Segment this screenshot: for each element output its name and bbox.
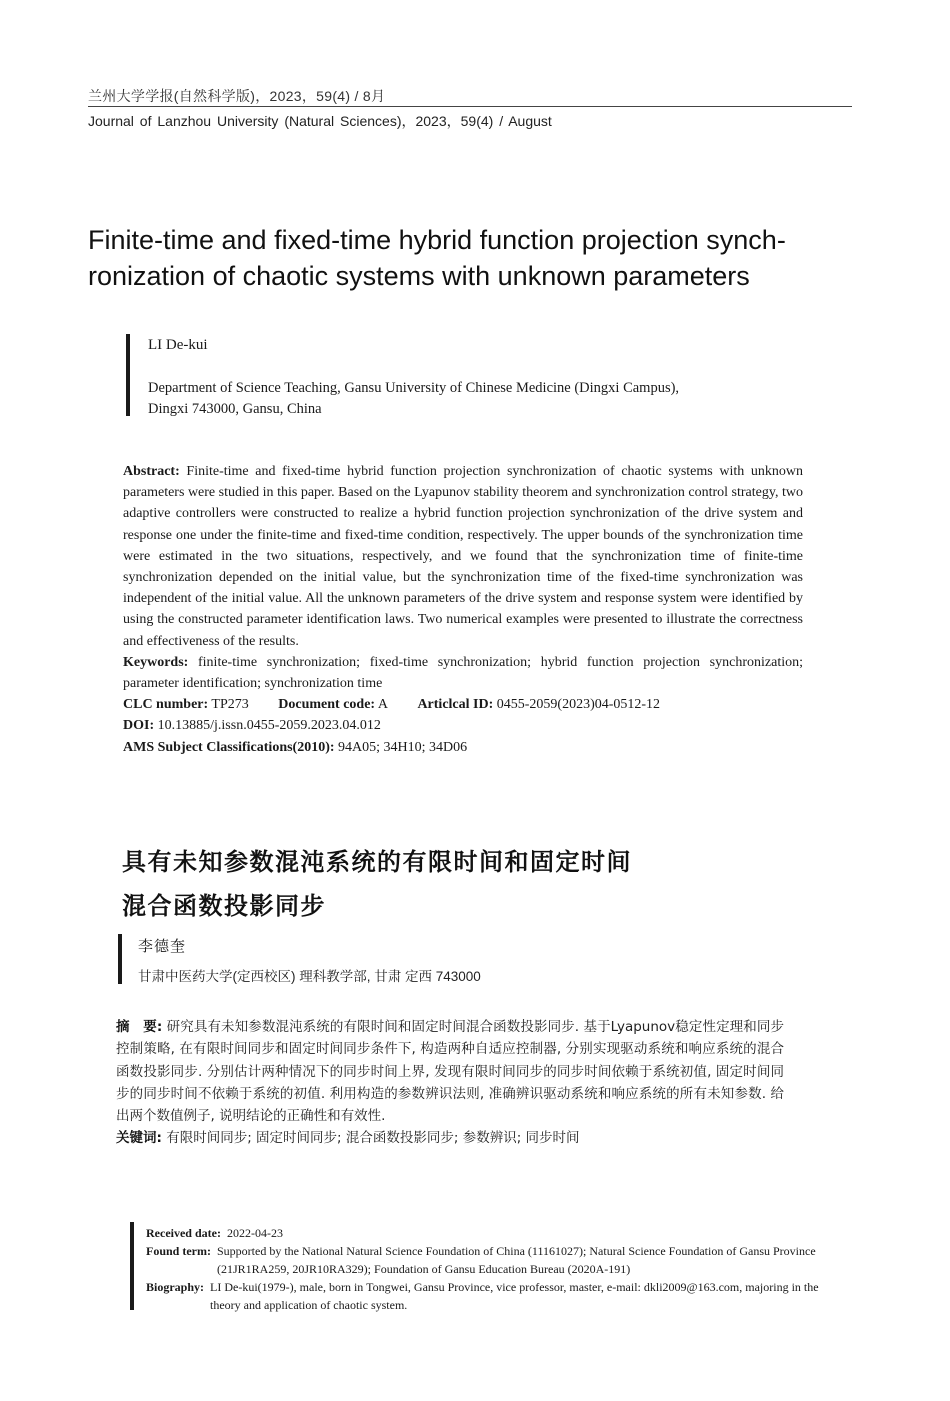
doi-value: 10.13885/j.issn.0455-2059.2023.04.012 — [157, 718, 381, 734]
author-block-bar — [126, 334, 130, 416]
doc-code-label: Document code: — [278, 697, 376, 713]
received-value: 2022-04-23 — [226, 1226, 283, 1240]
clc-label: CLC number: — [123, 697, 209, 713]
found-term-row — [146, 1242, 850, 1278]
footnote-block — [146, 1224, 850, 1314]
author-cn-block-bar — [118, 934, 122, 984]
author-en: LI De-kui — [148, 337, 208, 353]
keywords-text: finite-time synchronization; fixed-time synchronization; hybrid function projection synchronization; parameter identification; synchronization time — [123, 654, 803, 692]
journal-header-en: Journal of Lanzhou University (Natural Sciences)，2023，59(4) / August — [88, 113, 552, 129]
author-cn: 李德奎 — [138, 939, 187, 955]
header-rule — [88, 106, 852, 107]
journal-header-cn: 兰州大学学报(自然科学版)，2023，59(4) / 8月 — [88, 88, 386, 104]
title-en — [88, 222, 868, 294]
abstract-paragraph — [123, 461, 803, 652]
ams-value: 94A05; 34H10; 34D06 — [338, 739, 468, 755]
clc-line — [123, 694, 803, 715]
article-id-label: Articlcal ID: — [417, 697, 494, 713]
affiliation-en-line2: Dingxi 743000, Gansu, China — [148, 401, 322, 417]
affiliation-en — [148, 378, 788, 420]
keywords-paragraph — [123, 652, 803, 694]
found-term-label: Found term: — [146, 1244, 211, 1258]
keywords-label: Keywords: — [123, 654, 189, 670]
keywords-cn-text: 有限时间同步; 固定时间同步; 混合函数投影同步; 参数辨识; 同步时间 — [166, 1130, 580, 1147]
footnote-bar — [130, 1222, 134, 1310]
abstract-cn-label: 摘 要: — [116, 1019, 163, 1035]
biography-row — [146, 1278, 850, 1314]
ams-line — [123, 737, 803, 758]
affiliation-cn: 甘肃中医药大学(定西校区) 理科教学部, 甘肃 定西 743000 — [138, 969, 481, 984]
article-id-value: 0455-2059(2023)04-0512-12 — [496, 697, 661, 713]
keywords-cn-paragraph — [116, 1127, 784, 1149]
title-cn — [122, 840, 632, 928]
abstract-block — [123, 461, 803, 758]
doc-code-value: A — [377, 697, 388, 713]
received-row — [146, 1224, 850, 1242]
doi-line — [123, 715, 803, 736]
clc-value: TP273 — [211, 697, 249, 713]
abstract-cn-block — [116, 1016, 784, 1150]
abstract-text: Finite-time and fixed-time hybrid function projection synchronization of chaotic systems with unknown parameters were studied in this paper. Based on the Lyapunov stability theorem and synchronization control strategy, two adaptive controllers were constructed to realize a hybrid function projection synchronization of the drive system and response one under the finite-time and fixed-time condition, respectively. The upper bounds of the synchronization time were estimated in the two situations, respectively, and we found that the synchronization time of finite-time synchronization depended on the initial value, but the synchronization time of the fixed-time synchronization was independent of the initial value. All the unknown parameters of the drive system and response system were identified by using the constructed parameter identification laws. Two numerical examples were presented to illustrate the correctness and effectiveness of the results. — [123, 464, 803, 649]
title-en-line1: Finite-time and fixed-time hybrid function projection synch- — [88, 225, 786, 255]
biography-label: Biography: — [146, 1280, 205, 1294]
doi-label: DOI: — [123, 718, 155, 734]
title-cn-line1: 具有未知参数混沌系统的有限时间和固定时间 — [122, 847, 632, 876]
title-cn-line2: 混合函数投影同步 — [122, 891, 326, 920]
keywords-cn-label: 关键词: — [116, 1130, 162, 1147]
ams-label: AMS Subject Classifications(2010): — [123, 739, 335, 755]
biography-value: LI De-kui(1979-), male, born in Tongwei, Gansu Province, vice professor, master, e-mail: dkli2009@163.com, majoring in the theory and application of chaotic system. — [210, 1280, 819, 1312]
title-en-line2: ronization of chaotic systems with unknown parameters — [88, 261, 750, 291]
received-label: Received date: — [146, 1226, 221, 1240]
abstract-cn-text: 研究具有未知参数混沌系统的有限时间和固定时间混合函数投影同步. 基于Lyapunov稳定性定理和同步控制策略, 在有限时间同步和固定时间同步条件下, 构造两种自适应控制器, 分别实现驱动系统和响应系统的混合函数投影同步. 分别估计两种情况下的同步时间上界, 发现有限时间同步的同步时间依赖于系统初值, 固定时间同步的同步时间不依赖于系统的初值. 利用构造的参数辨识法则, 准确辨识驱动系统和响应系统的所有未知参数. 给出两个数值例子, 说明结论的正确性和有效性. — [116, 1019, 784, 1125]
abstract-label: Abstract: — [123, 464, 180, 479]
found-term-value: Supported by the National Natural Science Foundation of China (11161027); Natural Science Foundation of Gansu Province (21JR1RA259, 20JR10RA329); Foundation of Gansu Education Bureau (2020A-191) — [217, 1244, 816, 1276]
abstract-cn-paragraph — [116, 1016, 784, 1127]
affiliation-en-line1: Department of Science Teaching, Gansu University of Chinese Medicine (Dingxi Campus), — [148, 380, 680, 396]
